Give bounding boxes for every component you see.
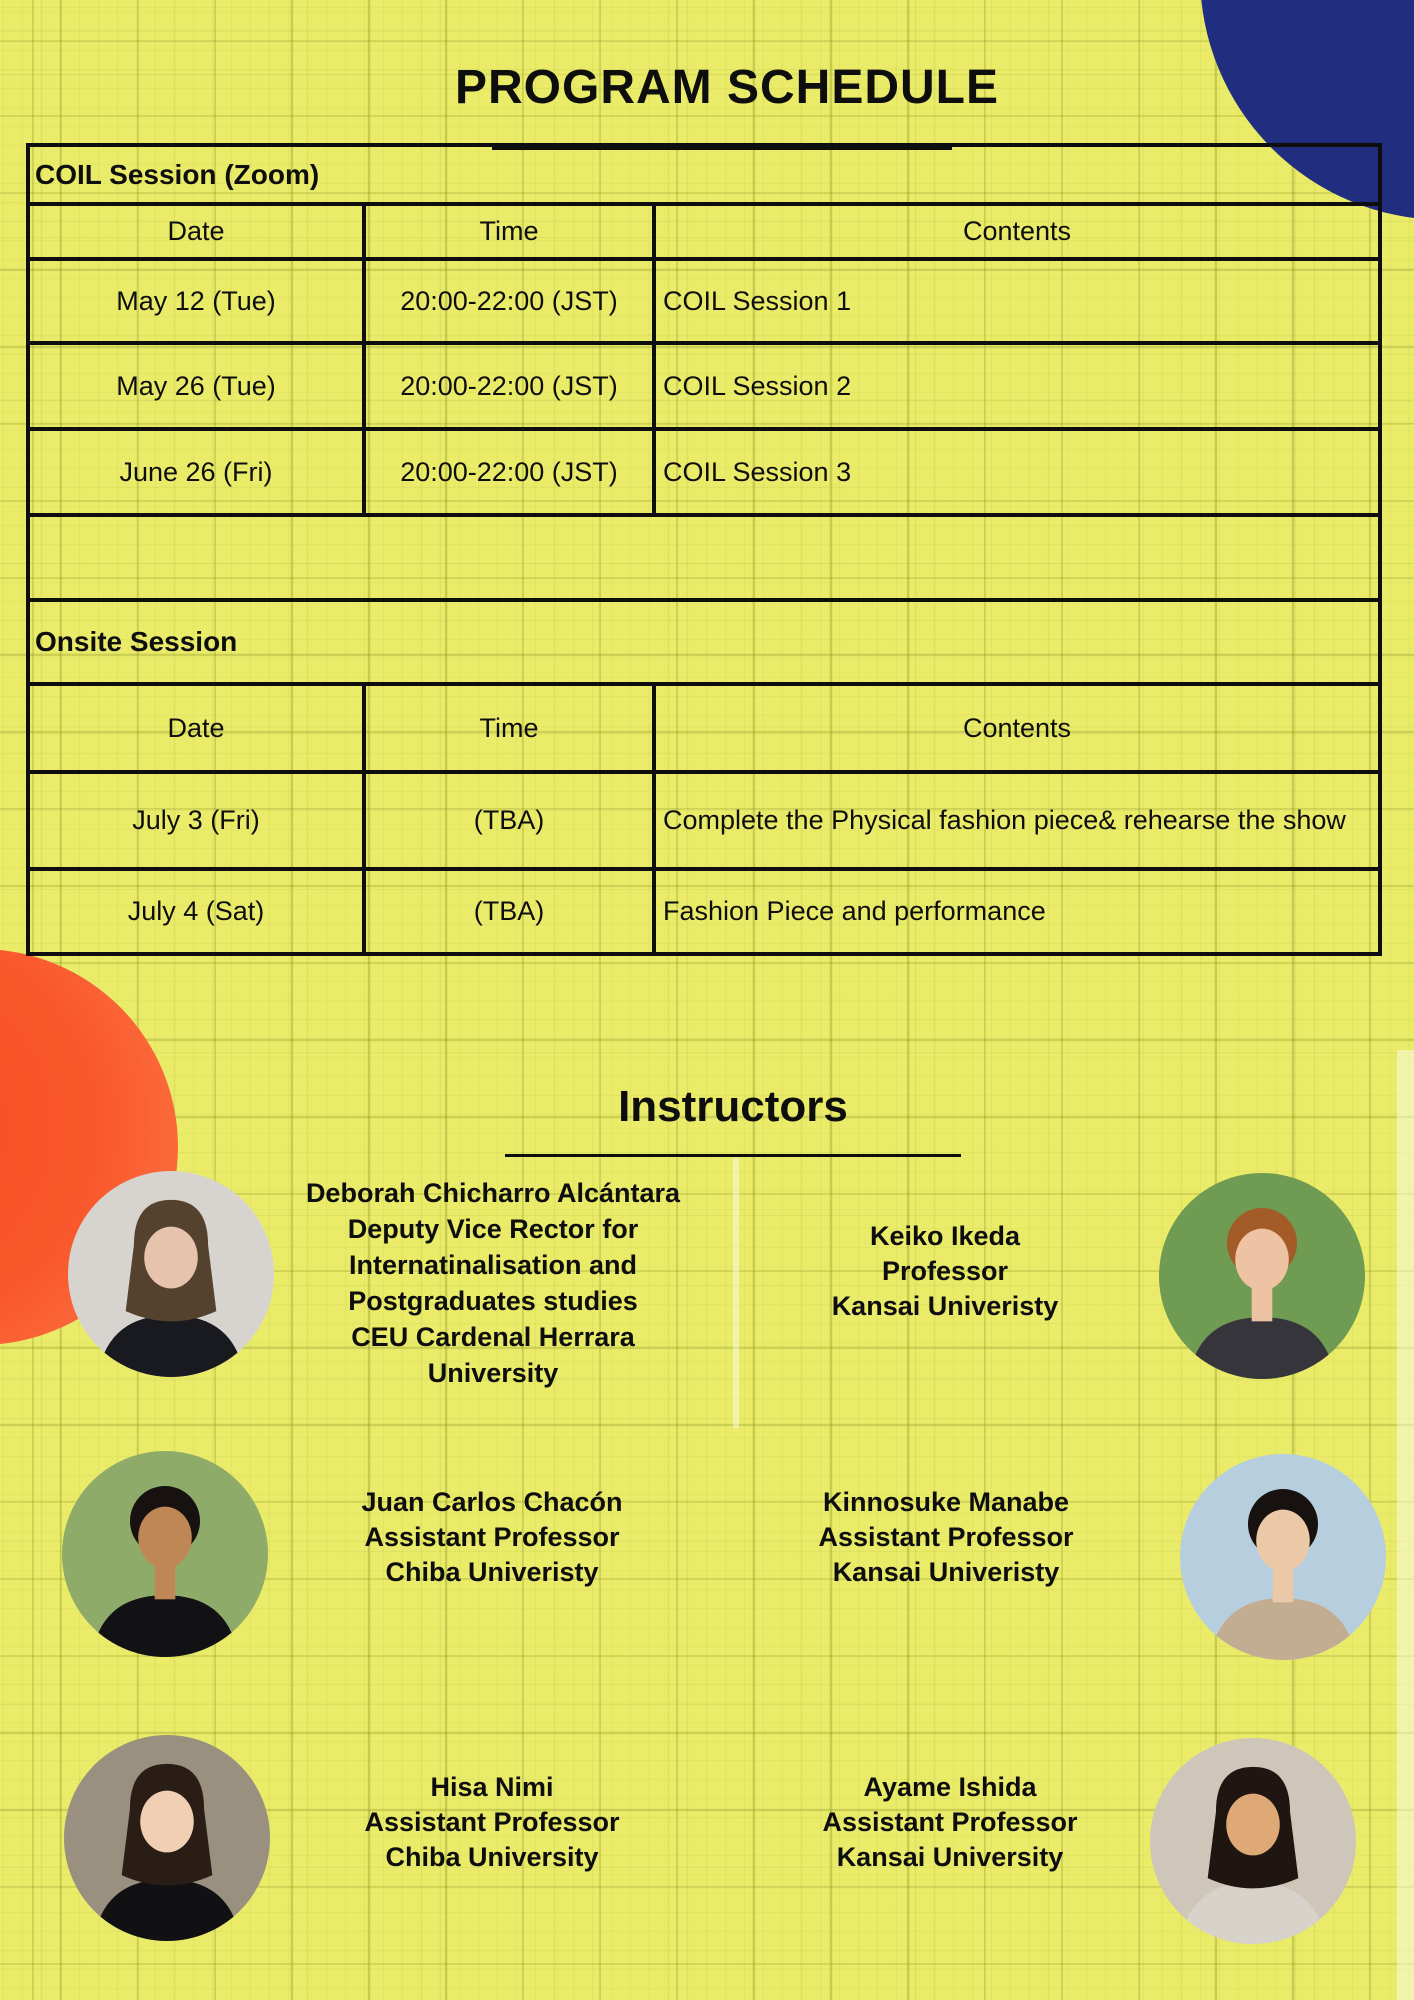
- instructor-affiliation-line: University: [427, 1358, 559, 1388]
- instructor-title-line: Assistant Professor: [364, 1807, 620, 1837]
- instructors-heading: Instructors: [618, 1082, 848, 1131]
- instructor-name: Ayame Ishida: [863, 1772, 1037, 1802]
- instructor-affiliation-line: CEU Cardenal Herrara: [351, 1322, 635, 1352]
- cell-time: (TBA): [362, 770, 652, 867]
- instructor-info-ayame: [690, 1770, 1210, 1875]
- cell-date: May 26 (Tue): [30, 341, 362, 427]
- instructor-name: Juan Carlos Chacón: [361, 1487, 623, 1517]
- cell-date: July 3 (Fri): [30, 770, 362, 867]
- column-header-date: Date: [30, 682, 362, 770]
- instructor-title-line: Professor: [881, 1256, 1009, 1286]
- cell-contents: COIL Session 2: [652, 341, 1378, 427]
- instructor-title-line: Internatinalisation and: [348, 1250, 638, 1280]
- spacer-row: [30, 513, 1378, 598]
- section-title-onsite: Onsite Session: [30, 598, 1378, 682]
- instructor-info-hisa: [232, 1770, 752, 1875]
- instructor-affiliation-line: Kansai Univeristy: [831, 1291, 1059, 1321]
- instructor-affiliation-line: Kansai Univeristy: [832, 1557, 1060, 1587]
- column-header-contents: Contents: [652, 682, 1378, 770]
- person-avatar-icon: [1180, 1454, 1386, 1660]
- instructor-info-deborah: [233, 1175, 753, 1391]
- instructor-affiliation-line: Kansai University: [836, 1842, 1064, 1872]
- cell-date: June 26 (Fri): [30, 427, 362, 513]
- instructor-name: Hisa Nimi: [430, 1772, 554, 1802]
- instructor-title-line: Deputy Vice Rector for: [347, 1214, 639, 1244]
- instructor-title-line: Assistant Professor: [364, 1522, 620, 1552]
- instructor-info-juan: [232, 1485, 752, 1590]
- instructor-affiliation-line: Chiba University: [385, 1842, 599, 1872]
- instructors-underline: [505, 1154, 961, 1157]
- instructor-affiliation-line: Chiba Univeristy: [385, 1557, 599, 1587]
- cell-contents: COIL Session 3: [652, 427, 1378, 513]
- cell-time: 20:00-22:00 (JST): [362, 257, 652, 341]
- instructor-title-line: Assistant Professor: [822, 1807, 1078, 1837]
- instructor-photo-kinnosuke: [1180, 1454, 1386, 1660]
- cell-time: (TBA): [362, 867, 652, 952]
- paper-streak: [1397, 1050, 1414, 2000]
- cell-time: 20:00-22:00 (JST): [362, 427, 652, 513]
- instructor-name: Kinnosuke Manabe: [822, 1487, 1070, 1517]
- cell-contents: COIL Session 1: [652, 257, 1378, 341]
- instructor-info-kinnosuke: [686, 1485, 1206, 1590]
- cell-date: July 4 (Sat): [30, 867, 362, 952]
- instructor-title-line: Postgraduates studies: [348, 1286, 638, 1316]
- column-header-date: Date: [30, 202, 362, 257]
- column-header-contents: Contents: [652, 202, 1378, 257]
- column-header-time: Time: [362, 682, 652, 770]
- cell-contents: Complete the Physical fashion piece& rehearse the show: [652, 770, 1378, 867]
- instructor-title-line: Assistant Professor: [818, 1522, 1074, 1552]
- column-header-time: Time: [362, 202, 652, 257]
- instructor-name: Keiko Ikeda: [869, 1221, 1021, 1251]
- instructor-info-keiko: [685, 1219, 1205, 1324]
- section-title-coil: COIL Session (Zoom): [35, 158, 320, 190]
- page-title: PROGRAM SCHEDULE: [454, 61, 1000, 114]
- cell-contents: Fashion Piece and performance: [652, 867, 1378, 952]
- instructor-name: Deborah Chicharro Alcántara: [305, 1178, 681, 1208]
- schedule-table: [26, 143, 1382, 956]
- cell-date: May 12 (Tue): [30, 257, 362, 341]
- cell-time: 20:00-22:00 (JST): [362, 341, 652, 427]
